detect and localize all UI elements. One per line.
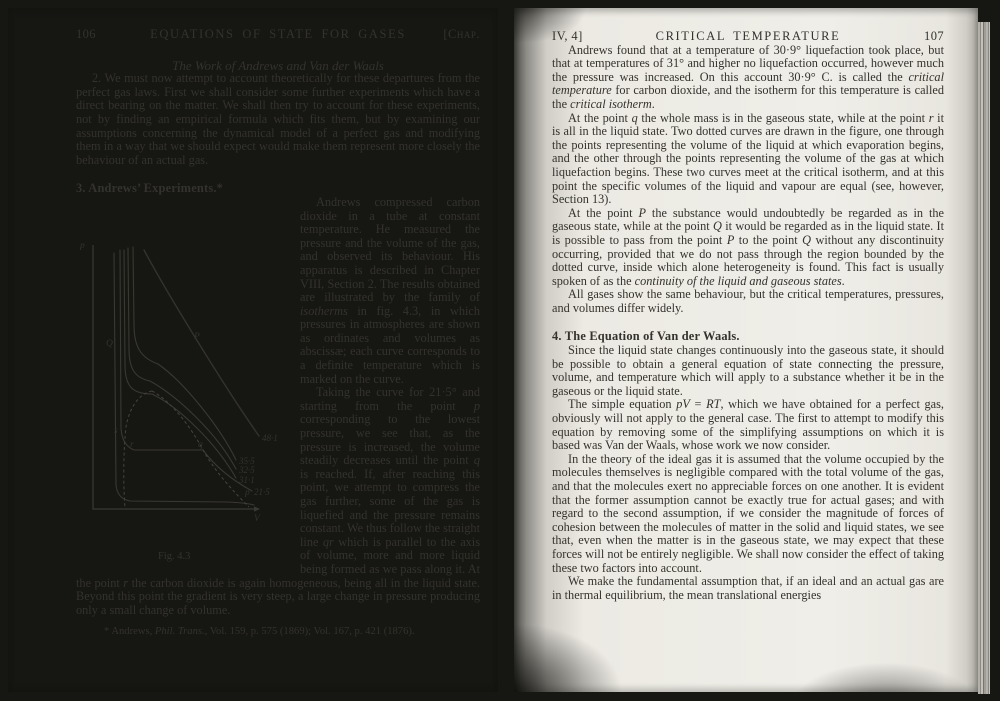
temp-label-32-5: 32·5 xyxy=(239,464,255,475)
left-page xyxy=(8,8,498,692)
paragraph-fundamental-assumption: We make the fundamental assumption that, if an ideal and an actual gas are in thermal equilibrium, the mean translational energies xyxy=(552,574,944,602)
figure-caption: Fig. 4.3 xyxy=(158,550,191,562)
heading-van-der-waals: 4. The Equation of Van der Waals. xyxy=(552,329,740,344)
figure-4-3 xyxy=(76,237,290,567)
right-running-head xyxy=(552,30,944,44)
temp-label-48-1: 48·1 xyxy=(262,432,278,443)
paragraph-since-liquid: Since the liquid state changes continuously into the gaseous state, it should be possible to obtain a general equation of state connecting the pressure, volume, and temperature which will apply to a substance whether it be in the gaseous or the liquid state. xyxy=(552,343,944,398)
left-running-head xyxy=(76,28,480,42)
temp-label-35-5: 35·5 xyxy=(239,455,255,466)
isotherm-35-5 xyxy=(133,247,236,460)
right-page xyxy=(514,8,978,692)
page-edges-texture xyxy=(978,22,990,694)
point-p-label: p xyxy=(245,487,250,498)
x-axis-label: V xyxy=(254,513,260,524)
chapter-ref: [Chap. xyxy=(443,27,480,41)
section-title: The Work of Andrews and Van der Waals xyxy=(172,57,384,73)
left-running-title: EQUATIONS OF STATE FOR GASES xyxy=(150,27,406,41)
isotherm-32-5 xyxy=(128,248,236,469)
right-running-title: CRITICAL TEMPERATURE xyxy=(655,29,841,43)
temp-label-31-1: 31·1 xyxy=(239,474,255,485)
point-P-label: P xyxy=(194,331,200,342)
x-axis-arrow xyxy=(254,506,260,511)
paragraph-andrews-found: Andrews found that at a temperature of 30·9° liquefaction took place, but that at temperatures of 31° and higher no liquefaction occurred, however much the pressure was increased. On this account 30·9° C. is called the critical temperature for carbon dioxide, and the isotherm for this temperature is called the critical isotherm. xyxy=(552,42,944,111)
paragraph-departures: 2. We must now attempt to account theoretically for these departures from the perfect gas laws. First we shall consider some further experiments which have a direct bearing on the matter. We shall then try to account for these experiments, not by finding an empirical formula which fits them, but by examining our assumptions concerning the dynamical model of a perfect gas and modifying them in a way that we should expect would make them represent more closely the behaviour of an actual gas. xyxy=(76,71,480,167)
figure-4-3-plot xyxy=(76,237,290,567)
point-q-label: q xyxy=(198,439,203,450)
paragraph-simple-equation: The simple equation pV = RT, which we have obtained for a perfect gas, obviously will not apply to the general case. The first to attempt to modify this equation by removing some of the simplifying assumptions on which it is based was Van der Waals, whose work we now consider. xyxy=(552,397,944,453)
temp-label-21-5: 21·5 xyxy=(254,486,270,497)
paragraph-taking-curve: Taking the curve for 21·5° and starting from the point p corresponding to the lowest pressure, we see that, as the pressure is increased, the volume steadily decreases until the point q is reached. If, after reaching this point, we attempt to compress the gas further, some of the gas is liquefied and the pressure remains constant. We thus follow the straight line qr which is parallel to the axis of volume, more and more liquid being formed as we pass along it. At the point r the carbon dioxide is again homogeneous, being all in the liquid state. Beyond this point the gradient is very steep, a large change in pressure producing only a small change of volume. xyxy=(76,385,481,617)
point-r-label: r xyxy=(130,439,134,450)
paragraph-point-P: At the point P the substance would undoubtedly be regarded as in the gaseous state, while at the point Q it would be regarded as in the liquid state. It is possible to pass from the point P to the point Q without any discontinuity occurring, provided that we do not pass through the region bounded by the dotted curve, inside which alone heterogeneity is found. This fact is usually spoken of as the continuity of the liquid and gaseous states. xyxy=(552,205,944,288)
left-page-content xyxy=(76,8,480,638)
right-page-number: 107 xyxy=(924,29,944,43)
y-axis-label: p xyxy=(80,240,85,251)
isotherm-cold xyxy=(114,253,254,505)
heading-andrews-experiments: 3. Andrews’ Experiments.* xyxy=(76,181,224,196)
paragraph-all-gases: All gases show the same behaviour, but the critical temperatures, pressures, and volumes differ widely. xyxy=(552,287,944,315)
isotherm-21-5 xyxy=(120,250,252,491)
section-ref: IV, 4] xyxy=(552,29,583,43)
footnote-andrews: * Andrews, Phil. Trans., Vol. 159, p. 575 (1869); Vol. 167, p. 421 (1876). xyxy=(104,626,415,638)
point-Q-label: Q xyxy=(106,338,113,349)
paragraph-ideal-gas-theory: In the theory of the ideal gas it is assumed that the volume occupied by the molecules themselves is negligible compared with the total volume of the gas, and that the molecules exert no appreciable forces on one another. It is evident that the former assumption cannot be exactly true for actual gases; and with regard to the second assumption, if we consider the magnitude of forces of cohesion between the molecules of matter in the solid and liquid states, we see that, even when the matter is in the gaseous state, we may expect that these forces will not be entirely negligible. We shall now consider the effect of taking these two factors into account. xyxy=(552,451,944,575)
left-page-number: 106 xyxy=(76,27,96,41)
right-page-content xyxy=(552,8,944,602)
paragraph-point-q: At the point q the whole mass is in the gaseous state, while at the point r it is all in the liquid state. Two dotted curves are drawn in the figure, one through the points representing the volume of the liquid at which evaporation begins, and the other through the points representing the volume of the gas at which liquefaction begins. These two curves meet at the critical isotherm, and at this point the specific volumes of the liquid and vapour are equal (see, however, Section 13). xyxy=(552,110,944,207)
point-s-label: s xyxy=(114,425,118,436)
paragraph-andrews-compressed: Andrews compressed carbon dioxide in a tube at constant temperature. He measured the pressure and the volume of the gas, and observed its behaviour. His apparatus is described in Chapter VIII, Section 2. The results obtained are illustrated by the family of isotherms in fig. 4.3, in which pressures in atmospheres are shown as ordinates and volumes as abscissæ; each curve corresponds to a definite temperature which is marked on the curve. xyxy=(300,194,480,386)
